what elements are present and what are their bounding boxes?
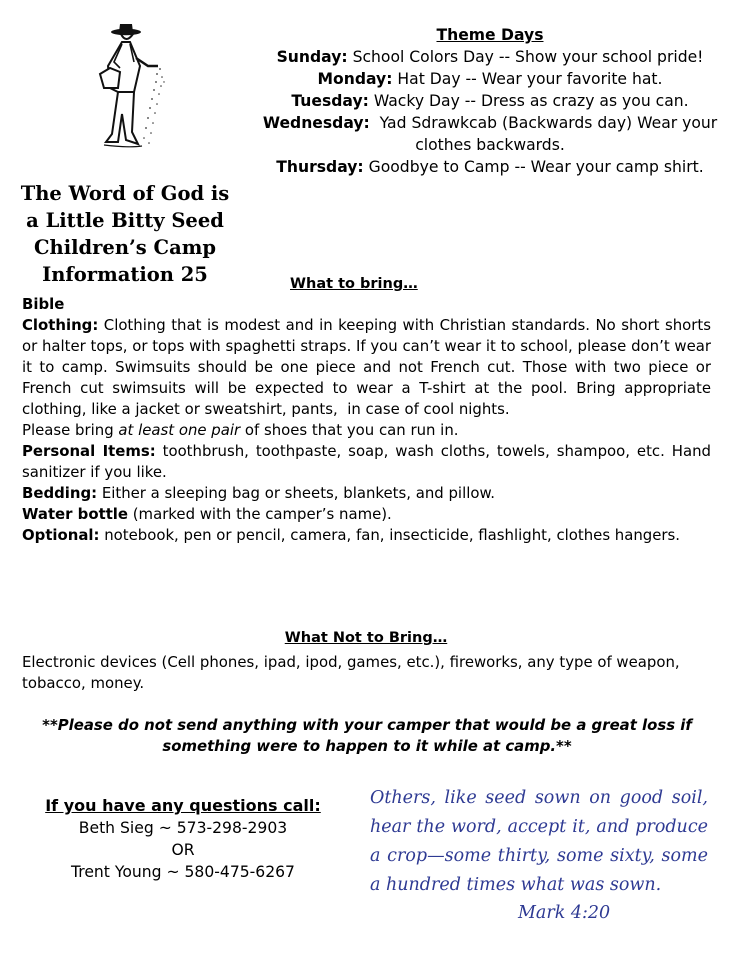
title-line: The Word of God is — [20, 182, 230, 205]
theme-day-sunday: Sunday: School Colors Day -- Show your school pride! — [276, 48, 704, 66]
what-to-bring-list — [22, 294, 716, 546]
title-line: a Little Bitty Seed — [26, 209, 224, 232]
personal-items-item: Personal Items: toothbrush, toothpaste, soap, wash cloths, towels, shampoo, etc. Hand sanitizer if you like. — [22, 442, 711, 481]
contact-or: OR — [171, 841, 195, 859]
water-bottle-item: Water bottle (marked with the camper’s name). — [22, 505, 392, 523]
what-to-bring-heading: What to bring… — [290, 276, 418, 292]
page-title — [14, 180, 236, 288]
contact-person: Trent Young ~ 580-475-6267 — [71, 863, 295, 881]
theme-day-wednesday: Wednesday: Yad Sdrawkcab (Backwards day) Wear your clothes backwards. — [262, 114, 723, 154]
theme-day-thursday: Thursday: Goodbye to Camp -- Wear your camp shirt. — [276, 158, 704, 176]
what-not-to-bring-text: Electronic devices (Cell phones, ipad, ipod, games, etc.), fireworks, any type of weapon, tobacco, money. — [22, 653, 680, 692]
scripture-verse: Others, like seed sown on good soil, hear the word, accept it, and produce a crop—some thirty, some sixty, some a hundred times what was sown. — [370, 788, 708, 895]
warning-note: **Please do not send anything with your camper that would be a great loss if something were to happen to it while at camp.** — [42, 716, 692, 755]
clothing-item: Clothing: Clothing that is modest and in keeping with Christian standards. No short shorts or halter tops, or tops with spaghetti straps. If you can’t wear it to school, please don’t wear it to camp. Swimsuits should be one piece and not French cut. Those with two piece or French cut swimsuits will be expected to wear a T-shirt at the pool. Bring appropriate clothing, like a jacket or sweatshirt, pants, in case of cool nights. — [22, 316, 716, 418]
title-line: Children’s Camp — [34, 236, 216, 259]
optional-item: Optional: notebook, pen or pencil, camera, fan, insecticide, flashlight, clothes hangers. — [22, 526, 681, 544]
theme-day-tuesday: Tuesday: Wacky Day -- Dress as crazy as you can. — [291, 92, 689, 110]
theme-day-monday: Monday: Hat Day -- Wear your favorite hat. — [317, 70, 663, 88]
sower-icon — [78, 22, 178, 160]
theme-days-section — [262, 24, 723, 178]
contact-heading: If you have any questions call: — [45, 796, 321, 815]
contact-person: Beth Sieg ~ 573-298-2903 — [78, 819, 288, 837]
theme-days-heading: Theme Days — [436, 26, 544, 44]
contact-section — [18, 795, 348, 883]
bible-item: Bible — [22, 295, 65, 313]
bedding-item: Bedding: Either a sleeping bag or sheets, blankets, and pillow. — [22, 484, 495, 502]
shoes-item: Please bring at least one pair of shoes that you can run in. — [22, 421, 459, 439]
title-line: Information 25 — [42, 263, 208, 286]
scripture-reference: Mark 4:20 — [518, 903, 611, 923]
what-not-to-bring-heading: What Not to Bring… — [284, 630, 448, 646]
